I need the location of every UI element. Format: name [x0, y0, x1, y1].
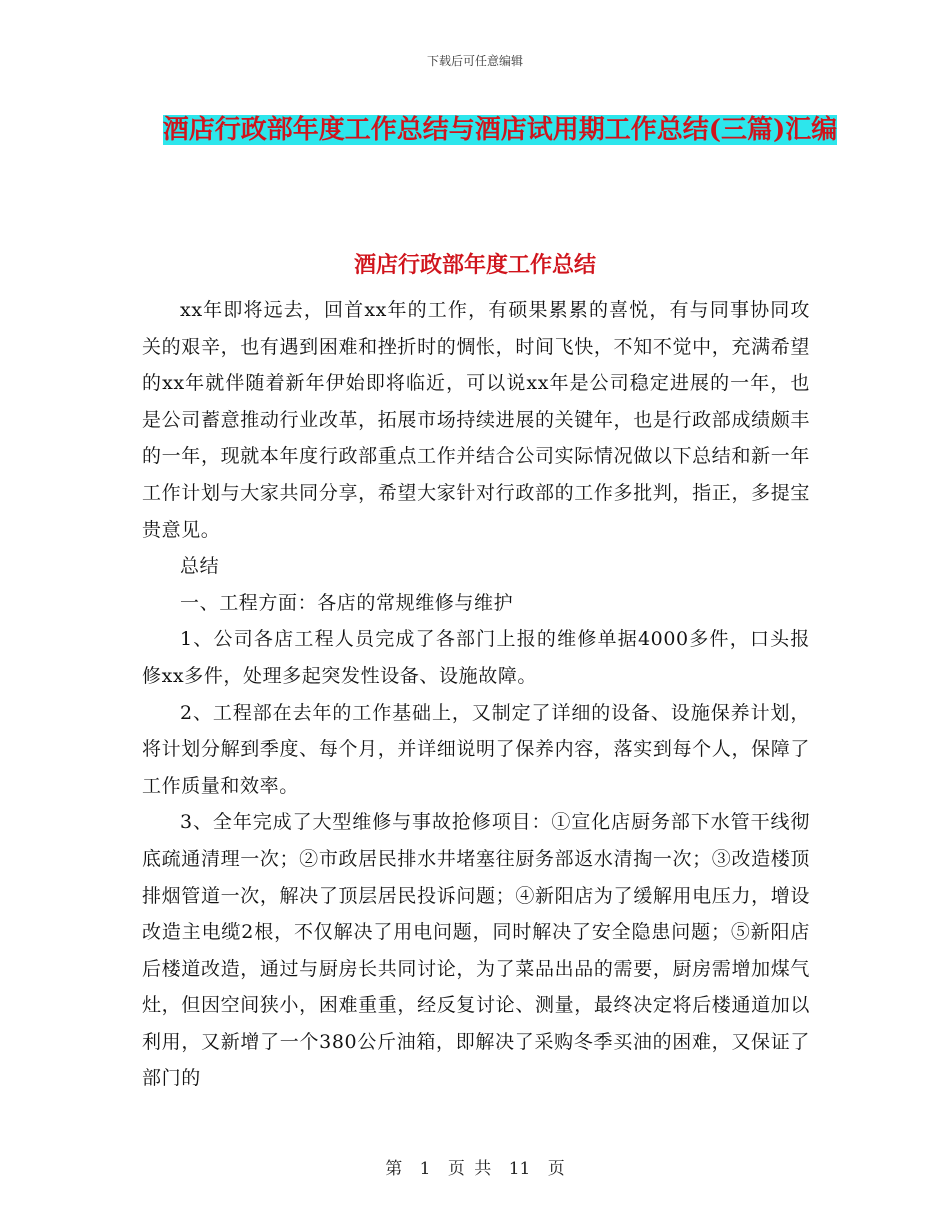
- document-title: [160, 108, 840, 152]
- footer-middle: 页 共: [447, 1159, 492, 1179]
- section-title: 酒店行政部年度工作总结: [353, 252, 596, 278]
- document-body: [142, 292, 810, 1097]
- paragraph-item-2: 2、工程部在去年的工作基础上，又制定了详细的设备、设施保养计划，将计划分解到季度、每个月，并详细说明了保养内容，落实到每个人，保障了工作质量和效率。: [142, 701, 810, 797]
- footer-prefix: 第: [385, 1159, 403, 1179]
- paragraph-intro: xx年即将远去，回首xx年的工作，有硕果累累的喜悦，有与同事协同攻关的艰辛，也有遇到困难和挫折时的惆怅，时间飞快，不知不觉中，充满希望的xx年就伴随着新年伊始即将临近，可以说xx年是公司稳定进展的一年，也是公司蓄意推动行业改革，拓展市场持续进展的关键年，也是行政部成绩颇丰的一年，现就本年度行政部重点工作并结合公司实际情况做以下总结和新一年工作计划与大家共同分享，希望大家针对行政部的工作多批判，指正，多提宝贵意见。: [142, 299, 810, 541]
- page-footer: [0, 1154, 950, 1179]
- document-title-text: 酒店行政部年度工作总结与酒店试用期工作总结(三篇)汇编: [162, 115, 838, 145]
- footer-suffix: 页: [547, 1159, 565, 1179]
- page-header: 下载后可任意编辑: [426, 54, 523, 68]
- paragraph-summary-heading: 总结: [180, 555, 220, 578]
- paragraph-engineering-heading: 一、工程方面：各店的常规维修与维护: [180, 591, 514, 614]
- footer-page-number: 1: [419, 1159, 431, 1179]
- paragraph-item-3: 3、全年完成了大型维修与事故抢修项目：①宣化店厨务部下水管干线彻底疏通清理一次；②市政居民排水井堵塞往厨务部返水清掏一次；③改造楼顶排烟管道一次，解决了顶层居民投诉问题；④新阳店为了缓解用电压力，增设改造主电缆2根，不仅解决了用电问题，同时解决了安全隐患问题；⑤新阳店后楼道改造，通过与厨房长共同讨论，为了菜品出品的需要，厨房需增加煤气灶，但因空间狭小，困难重重，经反复讨论、测量，最终决定将后楼通道加以利用，又新增了一个380公斤油箱，即解决了采购冬季买油的困难，又保证了部门的: [142, 811, 810, 1090]
- paragraph-item-1: 1、公司各店工程人员完成了各部门上报的维修单据4000多件，口头报修xx多件，处理多起突发性设备、设施故障。: [142, 628, 810, 687]
- footer-total-pages: 11: [508, 1159, 531, 1179]
